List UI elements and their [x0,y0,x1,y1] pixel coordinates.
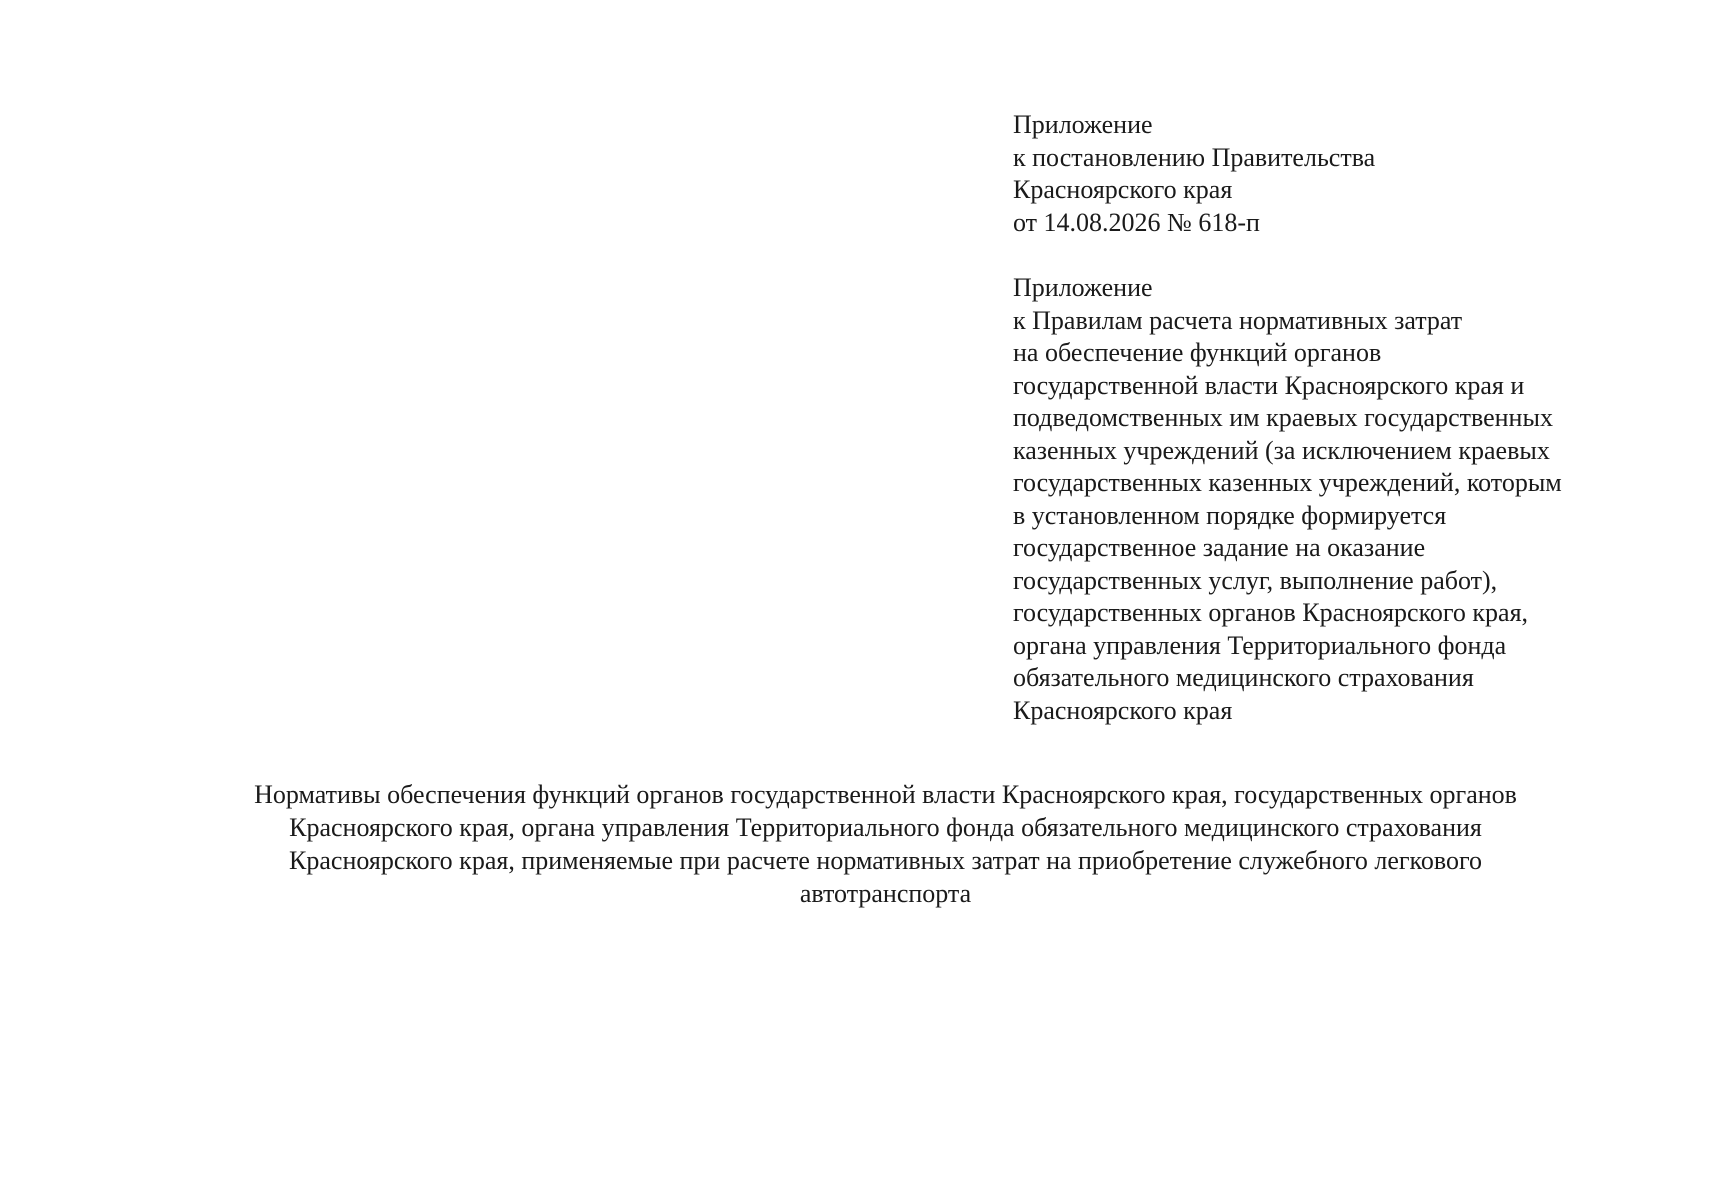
appendix-main-line: к постановлению Правительства [1013,142,1376,172]
appendix-rules-line: в установленном порядке формируется [1013,500,1447,530]
appendix-rules-line: Приложение [1013,273,1153,302]
document-title [120,778,1651,910]
document-title-line: автотранспорта [799,879,972,908]
appendix-rules-line: на обеспечение функций органов [1013,338,1382,367]
appendix-rules-line: Красноярского края [1013,695,1233,725]
appendix-rules-line: органа управления Территориального фонда [1013,630,1507,660]
appendix-main-date-number: от 14.08.2026 № 618-п [1013,207,1260,237]
appendix-rules-line: подведомственных им краевых государственных [1013,403,1553,432]
appendix-to-rules [1013,272,1693,727]
document-title-line: Красноярского края, применяемые при расчете нормативных затрат на приобретение служебного легкового [289,846,1482,875]
appendix-rules-line: государственное задание на оказание [1013,533,1426,562]
appendix-rules-line: государственных казенных учреждений, которым [1013,468,1562,497]
document-title-line: Нормативы обеспечения функций органов государственной власти Красноярского края, государственных органов [254,780,1517,809]
appendix-rules-line: государственной власти Красноярского края и [1013,370,1525,400]
appendix-main-line: Красноярского края [1013,175,1233,204]
appendix-rules-line: государственных органов Красноярского края, [1013,598,1529,627]
appendix-rules-line: казенных учреждений (за исключением краевых [1013,435,1550,465]
appendix-rules-line: обязательного медицинского страхования [1013,663,1474,692]
appendix-rules-line: государственных услуг, выполнение работ), [1013,565,1498,595]
document-title-line: Красноярского края, органа управления Территориального фонда обязательного медицинского страхования [289,813,1482,842]
appendix-rules-line: к Правилам расчета нормативных затрат [1013,305,1463,335]
appendix-main-resolution [1013,109,1693,239]
appendix-main-line: Приложение [1013,110,1153,139]
